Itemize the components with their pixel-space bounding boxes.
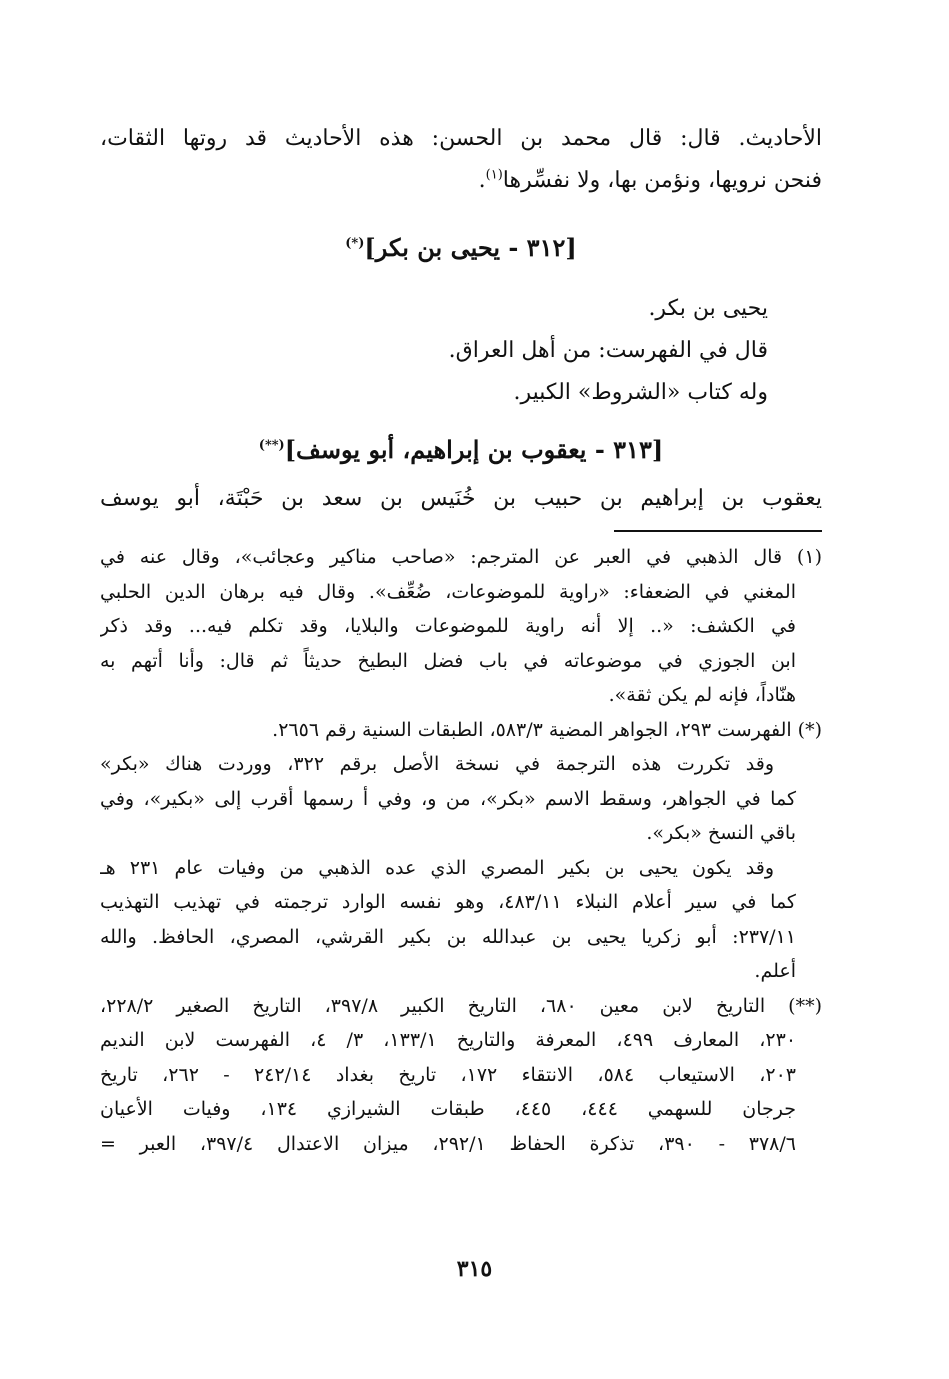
footnote-double-star-line-3: ٢٠٣، الاستيعاب ٥٨٤، الانتقاء ١٧٢، تاريخ بغداد ٢٤٢/١٤ - ٢٦٢، تاريخ: [100, 1063, 797, 1086]
document-page: [100, 118, 822, 1161]
page-number: ٣١٥: [456, 1256, 493, 1282]
footnote-star-para3-line-3: ٢٣٧/١١: أبو زكريا يحيى بن عبدالله بن بكير القرشي، المصري، الحافظ. والله: [100, 925, 796, 948]
footnote-star-para3-line-1: وقد يكون يحيى بن بكير المصري الذي عده الذهبي من وفيات عام ٢٣١ هـ: [100, 856, 774, 879]
entry-312-heading: [100, 226, 822, 270]
footnotes: [100, 540, 822, 1161]
footnote-1-line-4: ابن الجوزي في موضوعاته في باب فضل البطيخ حديثاً ثم قال: وأنا أتهم به: [100, 649, 796, 672]
footnote-double-star-line-2: ٢٣٠، المعارف ٤٩٩، المعرفة والتاريخ ١٣٣/١، ٣/ ٤، الفهرست لابن النديم: [100, 1029, 797, 1051]
entry-313-line-1: يعقوب بن إبراهيم بن حبيب بن خُنَيس بن سعد بن حَبْتَة، أبو يوسف: [100, 486, 822, 511]
footnote-separator: [614, 530, 822, 532]
intro-line-2-end: .: [478, 168, 486, 193]
entry-312-line-1: يحيى بن بكر.: [648, 296, 768, 321]
footnote-double-star-line-4: جرجان للسهمي ٤٤٤، ٤٤٥، طبقات الشيرازي ١٣٤، وفيات الأعيان: [100, 1098, 796, 1120]
footnote-1-line-5: هنّاداً، فإنه لم يكن ثقة».: [608, 684, 796, 706]
entry-312-line-3: وله كتاب «الشروط» الكبير.: [513, 380, 768, 405]
intro-line-2-text: فنحن نرويها، ونؤمن بها، ولا نفسِّرها: [502, 168, 822, 193]
footnote-1-line-1: (١) قال الذهبي في العبر عن المترجم: «صاحب مناكير وعجائب»، وقال عنه في: [100, 546, 822, 568]
entry-313-heading: [100, 428, 822, 472]
intro-line-2: [100, 160, 822, 202]
footnote-star-para2-line-2: كما في الجواهر، وسقط الاسم «بكر»، من و، وفي أ رسمها أقرب إلى «بكير»، وفي: [100, 787, 796, 810]
footnote-star-para3-line-2: كما في سير أعلام النبلاء ٤٨٣/١١، وهو نفسه الوارد ترجمته في تهذيب التهذيب: [100, 891, 796, 913]
footnote-1-line-2: المغني في الضعفاء: «راوية للموضوعات، ضُعِّف». وقال فيه برهان الدين الحلبي: [100, 580, 796, 603]
footnote-star-para2-line-1: وقد تكررت هذه الترجمة في نسخة الأصل برقم ٣٢٢، ووردت هناك «بكر»: [100, 753, 775, 775]
footnote-ref-1[interactable]: (١): [485, 167, 503, 183]
entry-312-body: [100, 288, 822, 414]
footnote-star-para3-line-4: أعلم.: [754, 960, 796, 982]
footnote-star-line-1: (*) الفهرست ٢٩٣، الجواهر المضية ٥٨٣/٣، الطبقات السنية رقم ٢٦٥٦.: [272, 718, 822, 741]
footnote-star-para2-line-3: باقي النسخ «بكر».: [646, 822, 796, 844]
footnote-1-line-3: في الكشف: «.. إلا أنه راوية للموضوعات والبلايا، وقد تكلم فيه... وقد ذكر: [100, 615, 796, 637]
entry-312-line-2: قال في الفهرست: من أهل العراق.: [448, 338, 768, 363]
footnote-1: [100, 540, 822, 713]
intro-line-1: الأحاديث. قال: قال محمد بن الحسن: هذه الأحاديث قد روتها الثقات،: [100, 126, 822, 151]
footnote-ref-double-star[interactable]: (**): [258, 438, 285, 453]
footnote-double-star-line-1: (**) التاريخ لابن معين ٦٨٠، التاريخ الكبير ٣٩٧/٨، التاريخ الصغير ٢٢٨/٢،: [100, 994, 822, 1017]
footnote-double-star-line-5: ٣٧٨/٦ - ٣٩٠، تذكرة الحفاظ ٢٩٢/١، ميزان الاعتدال ٣٩٧/٤، العبر =: [100, 1132, 796, 1155]
entry-312-title: [٣١٢ - يحيى بن بكر]: [364, 233, 577, 262]
entry-313-title: [٣١٣ - يعقوب بن إبراهيم، أبو يوسف]: [284, 435, 664, 464]
footnote-ref-star[interactable]: (*): [345, 236, 365, 251]
footnote-star: [100, 713, 822, 989]
footnote-double-star: [100, 989, 822, 1162]
